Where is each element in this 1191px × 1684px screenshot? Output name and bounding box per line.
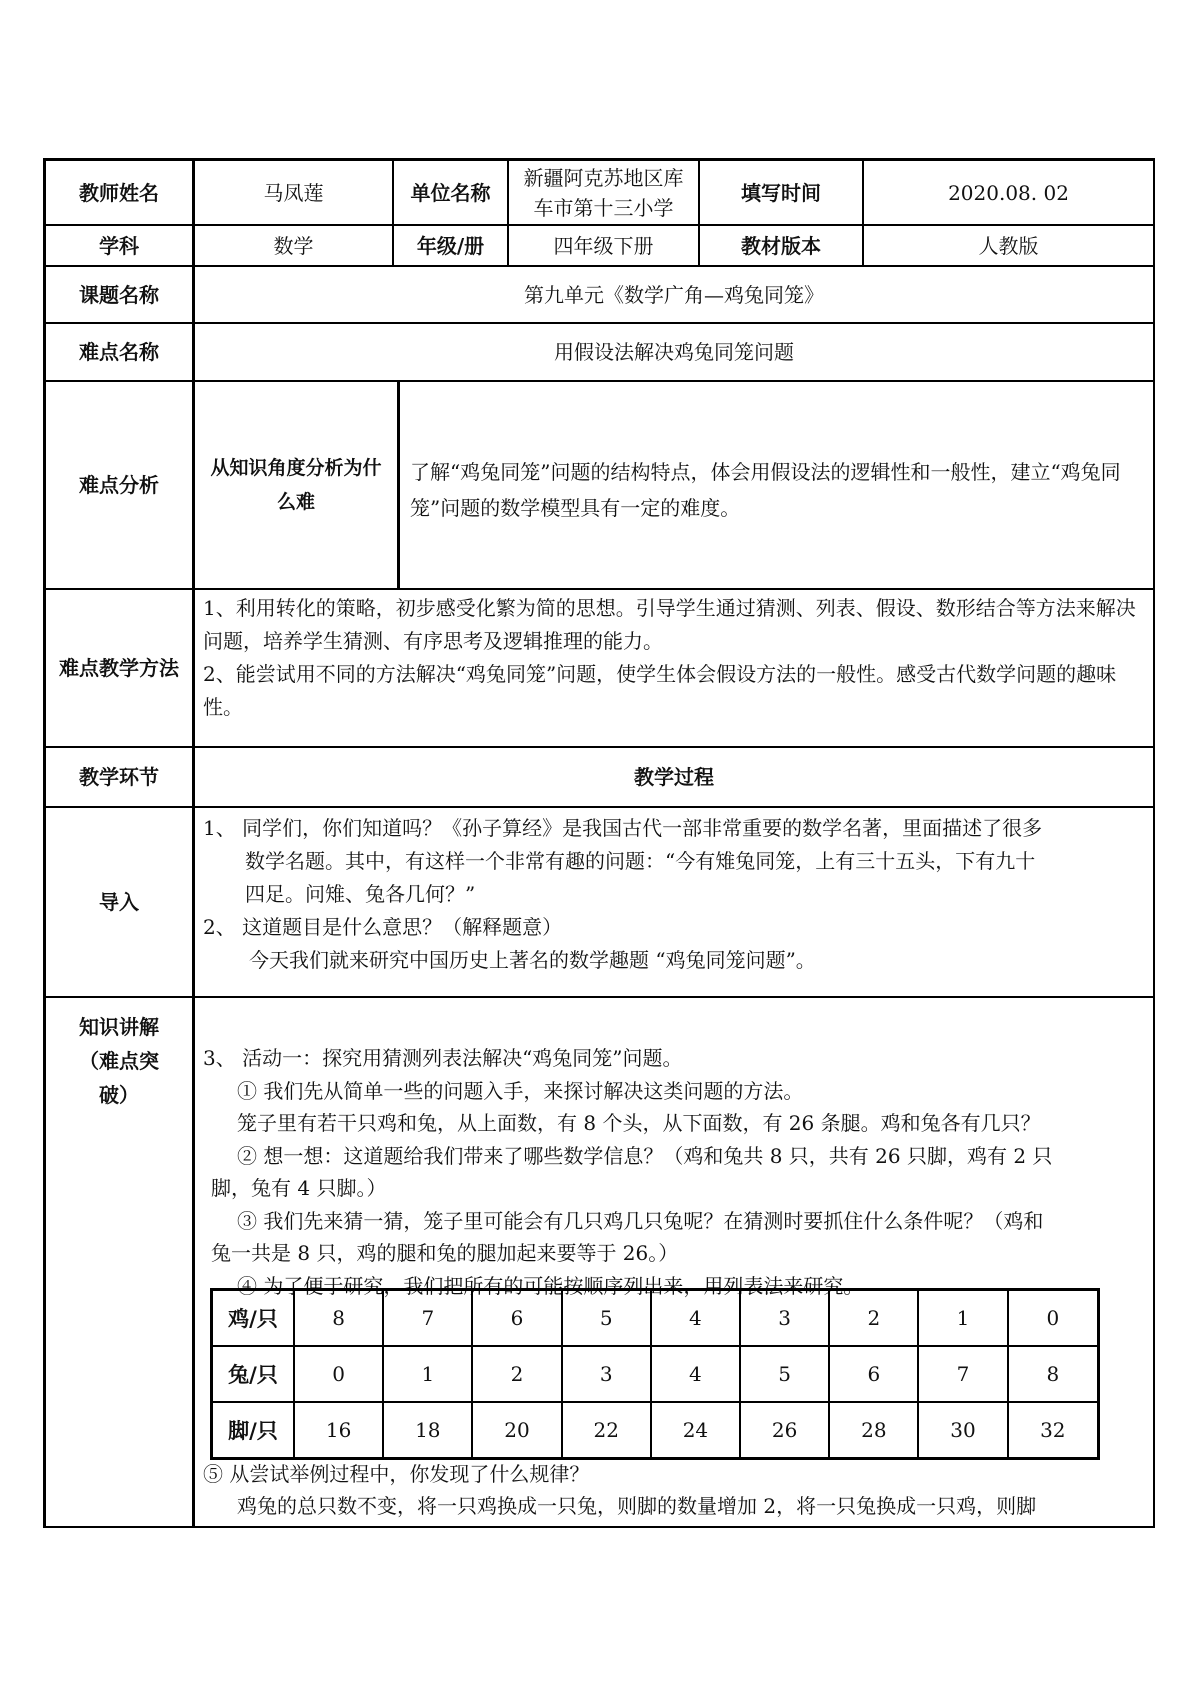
table-cell: 5 [740,1346,829,1402]
row-line [43,996,1155,998]
knowledge-line-8: ④ 为了便于研究，我们把所有的可能按顺序列出来，用列表法来研究。 [237,1273,864,1298]
table-cell: 7 [383,1290,472,1347]
chicken-rabbit-table [210,1288,1100,1460]
table-cell: 8 [294,1290,383,1347]
row-line [43,806,1155,808]
table-cell: 18 [383,1402,472,1459]
table-cell: 8 [1008,1346,1099,1402]
table-row-feet [212,1402,1099,1459]
grade-label: 年级/册 [416,233,485,258]
analysis-sub-label: 从知识角度分析为什么难 [210,457,382,513]
method-paragraph-2: 2、能尝试用不同的方法解决“鸡兔同笼”问题，使学生体会假设方法的一般性。感受古代数学问题的趣味性。 [203,662,1117,719]
table-row-rabbit [212,1346,1099,1402]
table-cell: 0 [1008,1290,1099,1347]
subject-value: 数学 [273,233,314,258]
table-cell: 3 [562,1346,651,1402]
difficulty-value: 用假设法解决鸡兔同笼问题 [554,340,794,364]
table-cell: 4 [651,1346,740,1402]
table-row-label: 脚/只 [212,1402,295,1459]
method-paragraph-1: 1、利用转化的策略，初步感受化繁为简的思想。引导学生通过猜测、列表、假设、数形结合等方法来解决问题，培养学生猜测、有序思考及逻辑推理的能力。 [203,596,1136,653]
date-value: 2020.08. 02 [948,180,1069,205]
intro-line-5: 今天我们就来研究中国历史上著名的数学趣题 “鸡兔同笼问题”。 [249,948,816,972]
unit-value: 新疆阿克苏地区库车市第十三小学 [523,165,684,220]
intro-line-1: 1、 同学们，你们知道吗？《孙子算经》是我国古代一部非常重要的数学名著，里面描述了很多 [203,816,1043,840]
method-label: 难点教学方法 [59,656,179,680]
process-label: 教学环节 [79,765,159,789]
intro-line-3: 四足。问雉、兔各几何？” [245,882,476,906]
knowledge-label-line-2: （难点突 [79,1049,159,1073]
process-title: 教学过程 [634,765,714,789]
knowledge-line-10: 鸡兔的总只数不变，将一只鸡换成一只兔，则脚的数量增加 2，将一只兔换成一只鸡，则脚 [237,1494,1037,1518]
table-row-chicken [212,1290,1099,1347]
topic-value: 第九单元《数学广角—鸡兔同笼》 [524,282,824,307]
table-cell: 2 [829,1290,918,1347]
analysis-text: 了解“鸡兔同笼”问题的结构特点，体会用假设法的逻辑性和一般性，建立“鸡兔同笼”问题的数学模型具有一定的难度。 [410,460,1121,520]
intro-label: 导入 [99,890,139,914]
table-cell: 16 [294,1402,383,1459]
intro-line-2: 数学名题。其中，有这样一个非常有趣的问题：“今有雉兔同笼，上有三十五头，下有九十 [245,849,1036,873]
edition-label: 教材版本 [741,233,821,258]
table-cell: 30 [918,1402,1007,1459]
table-cell: 22 [562,1402,651,1459]
knowledge-line-4: ② 想一想：这道题给我们带来了哪些数学信息？（鸡和兔共 8 只，共有 26 只脚，鸡有 2 只 [237,1143,1053,1168]
table-cell: 2 [472,1346,561,1402]
method-text [203,592,1138,724]
table-cell: 26 [740,1402,829,1459]
table-cell: 6 [472,1290,561,1347]
table-cell: 32 [1008,1402,1099,1459]
knowledge-line-3: 笼子里有若干只鸡和兔，从上面数，有 8 个头，从下面数，有 26 条腿。鸡和兔各有几只？ [237,1111,1041,1135]
frame-right [1153,158,1155,1528]
knowledge-label-line-1: 知识讲解 [79,1015,159,1039]
col-line [397,380,400,589]
unit-label: 单位名称 [410,180,491,205]
knowledge-line-7: 兔一共是 8 只，鸡的腿和兔的腿加起来要等于 26。） [211,1241,679,1265]
table-cell: 28 [829,1402,918,1459]
intro-line-4: 2、 这道题目是什么意思？（解释题意） [203,915,563,939]
table-cell: 4 [651,1290,740,1347]
table-cell: 1 [918,1290,1007,1347]
topic-label: 课题名称 [79,282,159,307]
edition-value: 人教版 [978,233,1039,258]
table-cell: 3 [740,1290,829,1347]
table-row-label: 鸡/只 [212,1290,295,1347]
table-cell: 20 [472,1402,561,1459]
knowledge-label [46,1010,192,1112]
row-line [43,588,1155,590]
table-cell: 7 [918,1346,1007,1402]
knowledge-text-bottom [203,1458,1138,1522]
table-cell: 0 [294,1346,383,1402]
subject-label: 学科 [99,233,139,258]
table-cell: 24 [651,1402,740,1459]
difficulty-label: 难点名称 [79,340,159,364]
knowledge-label-line-3: 破） [99,1083,139,1107]
table-cell: 6 [829,1346,918,1402]
knowledge-line-5: 脚，兔有 4 只脚。） [211,1176,387,1200]
knowledge-line-6: ③ 我们先来猜一猜，笼子里可能会有几只鸡几只兔呢？在猜测时要抓住什么条件呢？（鸡和 [237,1208,1044,1233]
knowledge-line-9: ⑤ 从尝试举例过程中，你发现了什么规律？ [203,1462,590,1486]
table-cell: 1 [383,1346,472,1402]
table-cell: 5 [562,1290,651,1347]
teacher-value: 马凤莲 [263,180,324,205]
date-label: 填写时间 [741,180,821,205]
intro-text [203,812,1138,977]
knowledge-text-top [203,1042,1138,1302]
analysis-label: 难点分析 [79,473,159,497]
grade-value: 四年级下册 [553,233,654,258]
knowledge-line-1: 3、 活动一：探究用猜测列表法解决“鸡兔同笼”问题。 [203,1046,683,1070]
table-row-label: 兔/只 [212,1346,295,1402]
frame-bottom [43,1526,1155,1528]
knowledge-line-2: ① 我们先从简单一些的问题入手，来探讨解决这类问题的方法。 [237,1078,804,1103]
teacher-label: 教师姓名 [79,180,159,205]
